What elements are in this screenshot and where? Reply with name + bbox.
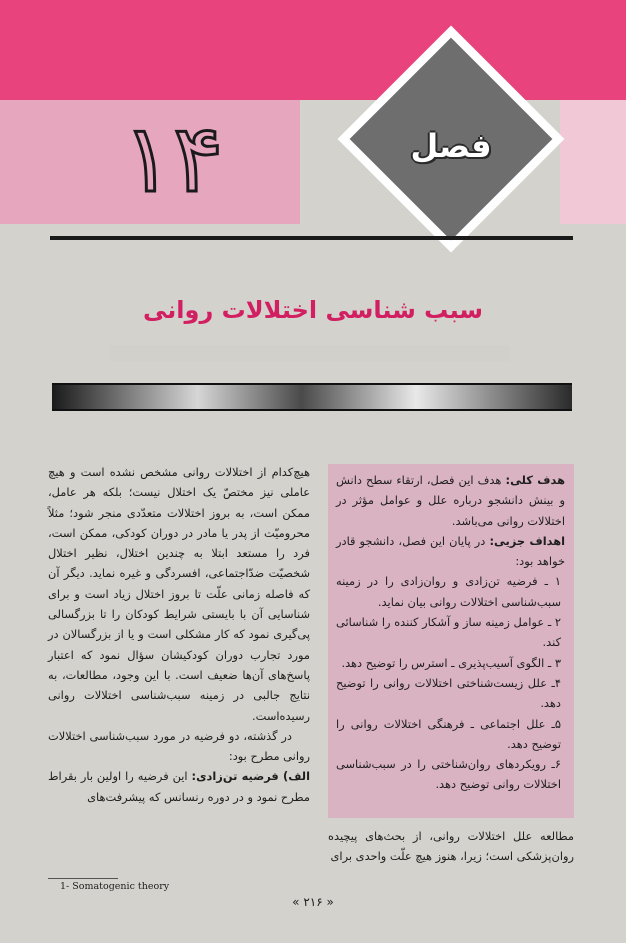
chapter-label: فصل — [410, 127, 492, 165]
general-objective-text: هدف این فصل، ارتقاء سطح دانش و بینش دانشجو درباره علل و عوامل مؤثر در اختلالات روانی می‌باشد. — [336, 473, 565, 528]
header-band — [0, 0, 626, 100]
left-column-text — [48, 462, 310, 807]
body-paragraph: هیچ‌کدام از اختلالات روانی مشخص نشده است و هیچ عاملی نیز مختصّ یک اختلال نیست؛ بلکه هر عامل، ممکن است، به بروز اختلالات متعدّدی منجر شود؛ مثلاً محرومیّت از پدر یا مادر در دوران کودکی، ممکن است، فرد را مستعد ابتلا به چندین اختلال، نظیر اختلال شخصیّت ضدّاجتماعی، افسردگی و غیره نماید. دیگر آن که فاصله زمانی علّت تا بروز اختلال زیاد است و برای شناسایی آن با بایستی شرایط کودکان را تا بزرگسالی پی‌گیری نمود که کار مشکلی است و یا از بزرگسالان در مورد تجارب دوران کودکیشان سؤال نمود که اعتبار پاسخ‌های آن‌ها ضعیف است. با این وجود، مطالعات، به نتایج جالبی در زمینه سبب‌شناسی اختلالات روانی رسیده‌است. — [48, 465, 310, 723]
header-accent-strip — [560, 100, 626, 224]
divider-line — [50, 236, 573, 240]
objective-item: ۴ـ علل زیست‌شناختی اختلالات روانی را توضیح دهد. — [336, 675, 561, 711]
body-paragraph: مطالعه علل اختلالات روانی، از بحث‌های پیچیده روان‌پزشکی است؛ زیرا، هنوز هیچ علّت واحدی برای — [328, 829, 574, 864]
footnote-divider — [48, 878, 118, 879]
general-objective-label: هدف کلی: — [505, 473, 566, 487]
objective-item: ۶ـ رویکردهای روان‌شناختی را در سبب‌شناسی اختلالات روانی توضیح دهد. — [336, 757, 561, 792]
page-number: « ۲۱۶ » — [292, 895, 334, 909]
objectives-box — [328, 464, 574, 818]
decorative-gradient-bar — [52, 383, 572, 411]
objective-item: ۱ ـ فرضیه تن‌زادی و روان‌زادی را در زمینه سبب‌شناسی اختلالات روانی بیان نماید. — [336, 574, 561, 609]
bleed-through-shadow — [110, 345, 510, 361]
right-column-text — [328, 826, 574, 867]
objective-item: ۲ ـ عوامل زمینه ساز و آشکار کننده را شناسائی کند. — [336, 615, 561, 650]
footnote: 1- Somatogenic theory — [60, 881, 170, 892]
section-heading: الف) فرضیه تن‌زادی: — [191, 769, 310, 784]
chapter-title: سبب شناسی اختلالات روانی — [143, 296, 483, 324]
specific-objectives — [336, 531, 565, 572]
body-paragraph: در گذشته، دو فرضیه در مورد سبب‌شناسی اختلالات روانی مطرح بود: — [48, 728, 310, 764]
objective-item: ۳ ـ الگوی آسیب‌پذیری ـ استرس را توضیح دهد. — [341, 655, 561, 670]
chapter-number: ۱۴ — [122, 105, 224, 214]
general-objective — [336, 470, 565, 531]
section-text: این فرضیه را اولین بار بقراط مطرح نمود و در دوره رنسانس که پیشرفت‌های — [48, 769, 310, 804]
specific-objectives-label: اهداف جزیی: — [489, 533, 565, 548]
objective-item: ۵ـ علل اجتماعی ـ فرهنگی اختلالات روانی را توضیح دهد. — [336, 716, 561, 751]
specific-objectives-text: در پایان این فصل، دانشجو قادر خواهد بود: — [336, 533, 565, 569]
body-paragraph — [48, 766, 310, 807]
